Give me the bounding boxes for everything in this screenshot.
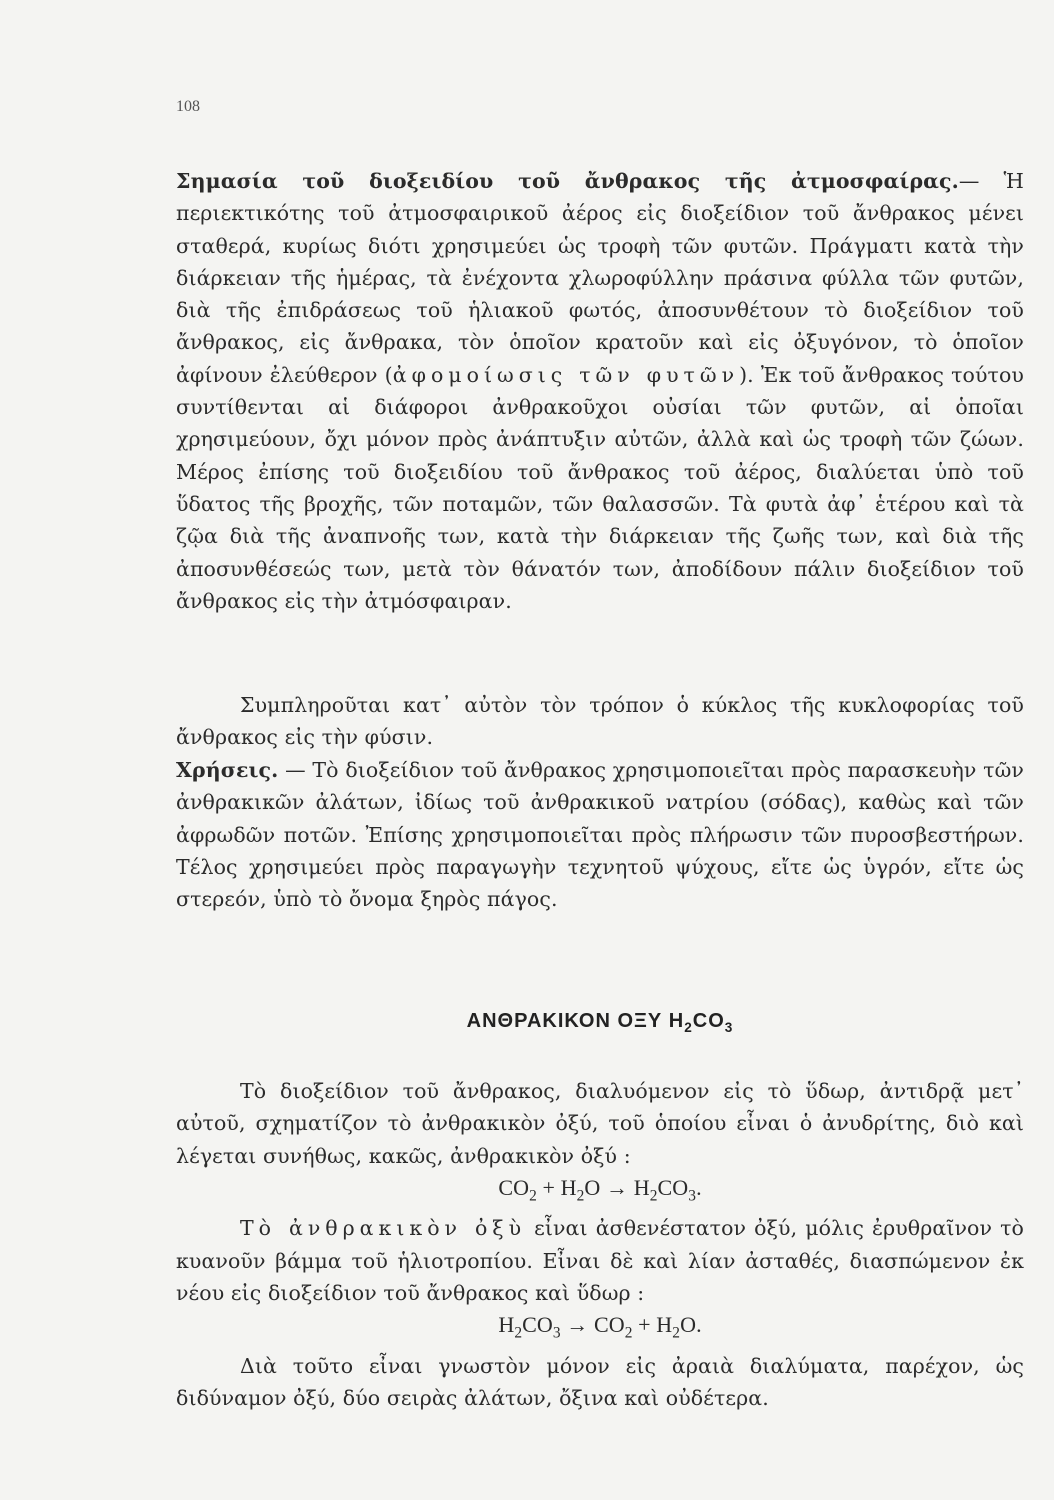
eq2-plus: + — [632, 1312, 657, 1338]
eq1-plus: + — [536, 1174, 561, 1200]
eq2-left-co-sub: 3 — [552, 1324, 561, 1342]
title-sub-3: 3 — [724, 1020, 734, 1035]
carbonic-acid-spaced-term: Τὸ ἀνθρακικὸν ὀξὺ — [240, 1216, 527, 1241]
carbonic-acid-paragraph-2 — [176, 1212, 1024, 1309]
eq1-left-o: O — [584, 1174, 601, 1200]
section-cycle-summary — [176, 689, 1024, 754]
section-1-spaced-term: ἀφομοίωσις τῶν φυτῶν — [392, 362, 740, 387]
page-number: 108 — [176, 98, 200, 115]
eq1-dot: . — [696, 1174, 702, 1200]
equation-decomposition — [176, 1309, 1024, 1349]
title-sub-2: 2 — [684, 1020, 693, 1035]
carbonic-acid-paragraph-3: Διὰ τοῦτο εἶναι γνωστὸν μόνον εἰς ἀραιὰ διαλύματα, παρέχον, ὡς διδύναμον ὀξύ, δύο σειρὰς ἀλάτων, ὄξινα καὶ οὐδέτερα. — [176, 1353, 1024, 1410]
carbonic-acid-paragraph-1: Τὸ διοξείδιον τοῦ ἄνθρακος, διαλυόμενον εἰς τὸ ὕδωρ, ἀντιδρᾷ μετ᾿ αὐτοῦ, σχηματίζον τὸ ἀνθρακικὸν ὀξύ, τοῦ ὁποίου εἶναι ὁ ἀνυδρίτης, διὸ καὶ λέγεται συνήθως, κακῶς, ἀνθρακικὸν ὀξύ : — [176, 1079, 1024, 1168]
eq1-right-co: CO — [657, 1174, 689, 1200]
title-co: CO — [692, 1010, 725, 1032]
section-uses — [176, 754, 1024, 915]
section-heading-importance: Σημασία τοῦ διοξειδίου τοῦ ἄνθρακος τῆς ἀτμοσφαίρας. — [176, 169, 959, 193]
eq2-right-h: H — [656, 1312, 673, 1338]
uses-paragraph: — Τὸ διοξείδιον τοῦ ἄνθρακος χρησιμοποιεῖται πρὸς παρασκευὴν τῶν ἀνθρακικῶν ἀλάτων, ἰδίως τοῦ ἀνθρακικοῦ νατρίου (σόδας), καθὼς καὶ τῶν ἀφρωδῶν ποτῶν. Ἐπίσης χρησιμοποιεῖται πρὸς πλήρωσιν τῶν πυροσβεστήρων. Τέλος χρησιμεύει πρὸς παραγωγὴν τεχνητοῦ ψύχους, εἴτε ὡς ὑγρόν, εἴτε ὡς στερεόν, ὑπὸ τὸ ὄνομα ξηρὸς πάγος. — [176, 758, 1024, 912]
carbonic-acid-title — [176, 1010, 1024, 1035]
eq1-left-h: H — [560, 1174, 577, 1200]
title-main: ΑΝΘΡΑΚΙΚΟΝ ΟΞΥ H — [466, 1010, 685, 1032]
eq2-left-h-sub: 2 — [514, 1324, 523, 1342]
eq2-right-co-sub: 2 — [624, 1324, 633, 1342]
eq1-right-co-sub: 3 — [688, 1187, 697, 1205]
equation-formation — [176, 1172, 1024, 1212]
section-1-text-part-2: ). Ἐκ τοῦ ἄνθρακος τούτου συντίθενται αἱ διάφοροι ἀνθρακοῦχοι οὐσίαι τῶν φυτῶν, αἱ ὁποῖαι χρησιμεύουν, ὄχι μόνον πρὸς ἀνάπτυξιν αὐτῶν, ἀλλὰ καὶ ὡς τροφὴ τῶν ζώων. Μέρος ἐπίσης τοῦ διοξειδίου τοῦ ἄνθρακος τοῦ ἀέρος, διαλύεται ὑπὸ τοῦ ὕδατος τῆς βροχῆς, τῶν ποταμῶν, τῶν θαλασσῶν. Τὰ φυτὰ ἀφ᾿ ἑτέρου καὶ τὰ ζῷα διὰ τῆς ἀναπνοῆς των, κατὰ τὴν διάρκειαν τῆς ζωῆς των, καὶ διὰ τῆς ἀποσυνθέσεώς των, μετὰ τὸν θάνατόν των, ἀποδίδουν πάλιν διοξείδιον τοῦ ἄνθρακος εἰς τὴν ἀτμόσφαιραν. — [176, 362, 1024, 613]
eq2-right-co: CO — [594, 1312, 625, 1338]
carbonic-acid-paragraph-2-text: εἶναι ἀσθενέστατον ὀξύ, μόλις ἐρυθραῖνον τὸ κυανοῦν βάμμα τοῦ ἡλιοτροπίου. Εἶναι δὲ καὶ λίαν ἀσταθές, διασπώμενον ἐκ νέου εἰς διοξείδιον τοῦ ἄνθρακος καὶ ὕδωρ : — [176, 1216, 1025, 1305]
eq2-arrow: → — [560, 1312, 594, 1338]
eq1-right-h-sub: 2 — [649, 1187, 658, 1205]
eq1-left-co-sub: 2 — [529, 1187, 537, 1205]
cycle-summary-paragraph: Συμπληροῦται κατ᾿ αὐτὸν τὸν τρόπον ὁ κύκλος τῆς κυκλοφορίας τοῦ ἄνθρακος εἰς τὴν φύσιν. — [176, 693, 1024, 750]
eq2-left-co: CO — [522, 1312, 553, 1338]
eq2-right-o: O. — [680, 1312, 702, 1338]
eq2-right-h-sub: 2 — [672, 1324, 681, 1342]
eq1-right-h: H — [633, 1174, 650, 1200]
eq1-arrow: → — [600, 1174, 634, 1200]
eq1-left-co: CO — [498, 1174, 530, 1200]
carbonic-acid-section — [176, 1075, 1024, 1414]
eq1-left-h-sub: 2 — [576, 1187, 585, 1205]
section-1-text-part-1: — Ἡ περιεκτικότης τοῦ ἀτμοσφαιρικοῦ ἀέρος εἰς διοξείδιον τοῦ ἄνθρακος μένει σταθερά, κυρίως διότι χρησιμεύει ὡς τροφὴ τῶν φυτῶν. Πράγματι κατὰ τὴν διάρκειαν τῆς ἡμέρας, τὰ ἐνέχοντα χλωροφύλλην πράσινα φύλλα τῶν φυτῶν, διὰ τῆς ἐπιδράσεως τοῦ ἡλιακοῦ φωτός, ἀποσυνθέτουν τὸ διοξείδιον τοῦ ἄνθρακος, εἰς ἄνθρακα, τὸν ὁποῖον κρατοῦν καὶ εἰς ὀξυγόνον, τὸ ὁποῖον ἀφίνουν ἐλεύθερον ( — [176, 169, 1024, 387]
eq2-left-h: H — [498, 1312, 515, 1338]
section-carbon-dioxide-importance — [176, 165, 1024, 617]
section-heading-uses: Χρήσεις. — [176, 758, 279, 782]
